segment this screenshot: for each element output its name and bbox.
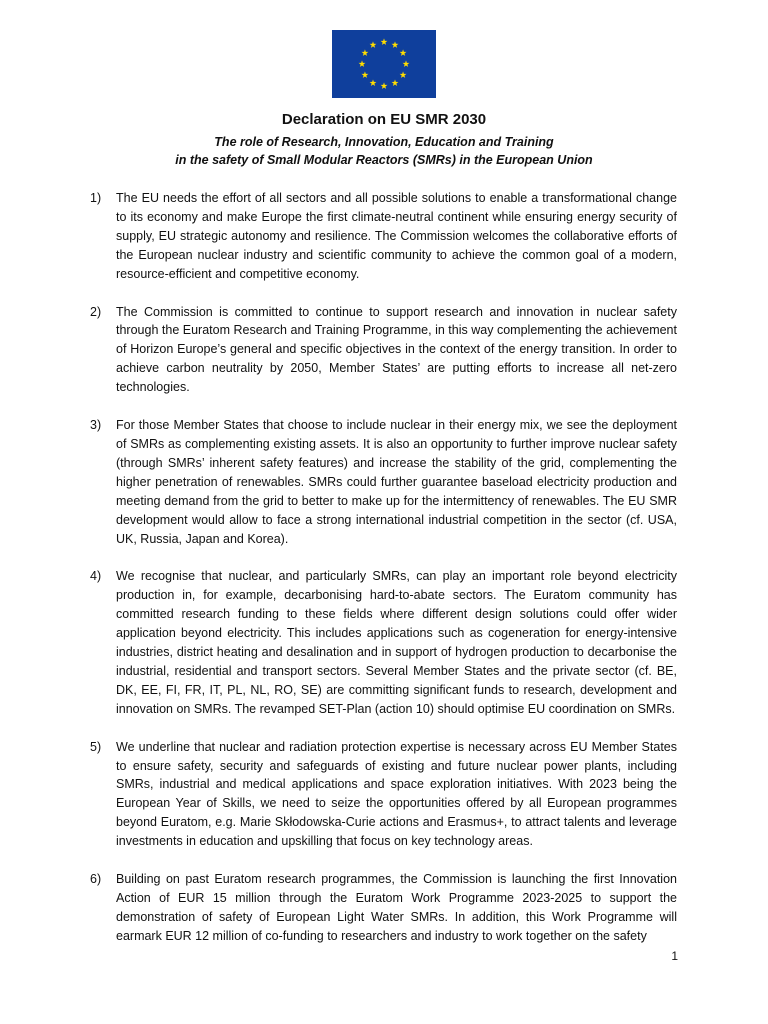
subtitle-line-1: The role of Research, Innovation, Education and Training [214, 135, 554, 149]
list-item [90, 870, 677, 946]
list-item-text: The Commission is committed to continue to support research and innovation in nuclear safety through the Euratom Research and Training Programme, in this way complementing the achievement of Horizon Europe’s general and specific objectives in the context of the energy transition. In order to achieve carbon neutrality by 2050, Member States’ are putting efforts to increase all net-zero technologies. [116, 304, 677, 395]
document-title: Declaration on EU SMR 2030 [281, 111, 487, 128]
list-item-number: 5) [90, 739, 102, 754]
list-item-text: We recognise that nuclear, and particularly SMRs, can play an important role beyond electricity production in, for example, decarbonising hard-to-abate sectors. The Euratom community has committed research funding to these fields where different design solutions could offer wider application beyond electricity. This includes applications such as cogeneration for energy-intensive industries, district heating and desalination and in support of hydrogen production to decarbonise the industrial, residential and transport sectors. Several Member States and the private sector (cf. BE, DK, EE, FI, FR, IT, PL, NL, RO, SE) are committing significant funds to research, development and innovation on SMRs. The revamped SET-Plan (action 10) should optimise EU coordination on SMRs. [116, 569, 677, 716]
list-item-number: 4) [90, 569, 102, 584]
list-item-text: Building on past Euratom research programmes, the Commission is launching the first Innovation Action of EUR 15 million through the Euratom Work Programme 2023-2025 to support the demonstration of safety of European Light Water SMRs. In addition, this Work Programme will earmark EUR 12 million of co-funding to researchers and industry to work together on the safety [116, 872, 677, 943]
subtitle-line-2: in the safety of Small Modular Reactors (SMRs) in the European Union [175, 153, 593, 167]
list-item [90, 738, 677, 851]
declaration-list [90, 189, 677, 965]
list-item-text: For those Member States that choose to include nuclear in their energy mix, we see the deployment of SMRs as complementing existing assets. It is also an opportunity to further improve nuclear safety (through SMRs’ inherent safety features) and increase the stability of the grid, complementing the higher penetration of renewables. SMRs could further guarantee baseload electricity production and meeting demand from the grid to better to make up for the intermittency of renewables. The EU SMR development would allow to face a strong international industrial competition in the sector (cf. USA, UK, Russia, Japan and Korea). [116, 418, 677, 546]
list-item-number: 3) [90, 418, 102, 433]
list-item [90, 567, 677, 718]
list-item-number: 2) [90, 304, 102, 319]
page-number: 1 [671, 949, 678, 963]
list-item-number: 6) [90, 872, 102, 887]
list-item-text: We underline that nuclear and radiation protection expertise is necessary across EU Member States to ensure safety, security and safeguards of existing and future nuclear power plants, including SMRs, industrial and medical applications and space exploration initiatives. With 2023 being the European Year of Skills, we need to seize the opportunities offered by all European programmes beyond Euratom, e.g. Marie Skłodowska-Curie actions and Erasmus+, to attract talents and leverage investments in education and upskilling that focus on key technology areas. [116, 739, 677, 849]
list-item-number: 1) [90, 191, 102, 205]
list-item-text: The EU needs the effort of all sectors and all possible solutions to enable a transformational change to its economy and make Europe the first climate-neutral continent while ensuring energy security of supply, EU strategic autonomy and resilience. The Commission welcomes the collaborative efforts of the European nuclear industry and scientific community to achieve the common goal of a modern, resource-efficient and competitive economy. [116, 191, 677, 281]
eu-flag-icon [332, 30, 436, 98]
list-item [90, 189, 677, 284]
list-item [90, 416, 677, 548]
document-subtitle [0, 133, 768, 169]
list-item [90, 303, 677, 398]
